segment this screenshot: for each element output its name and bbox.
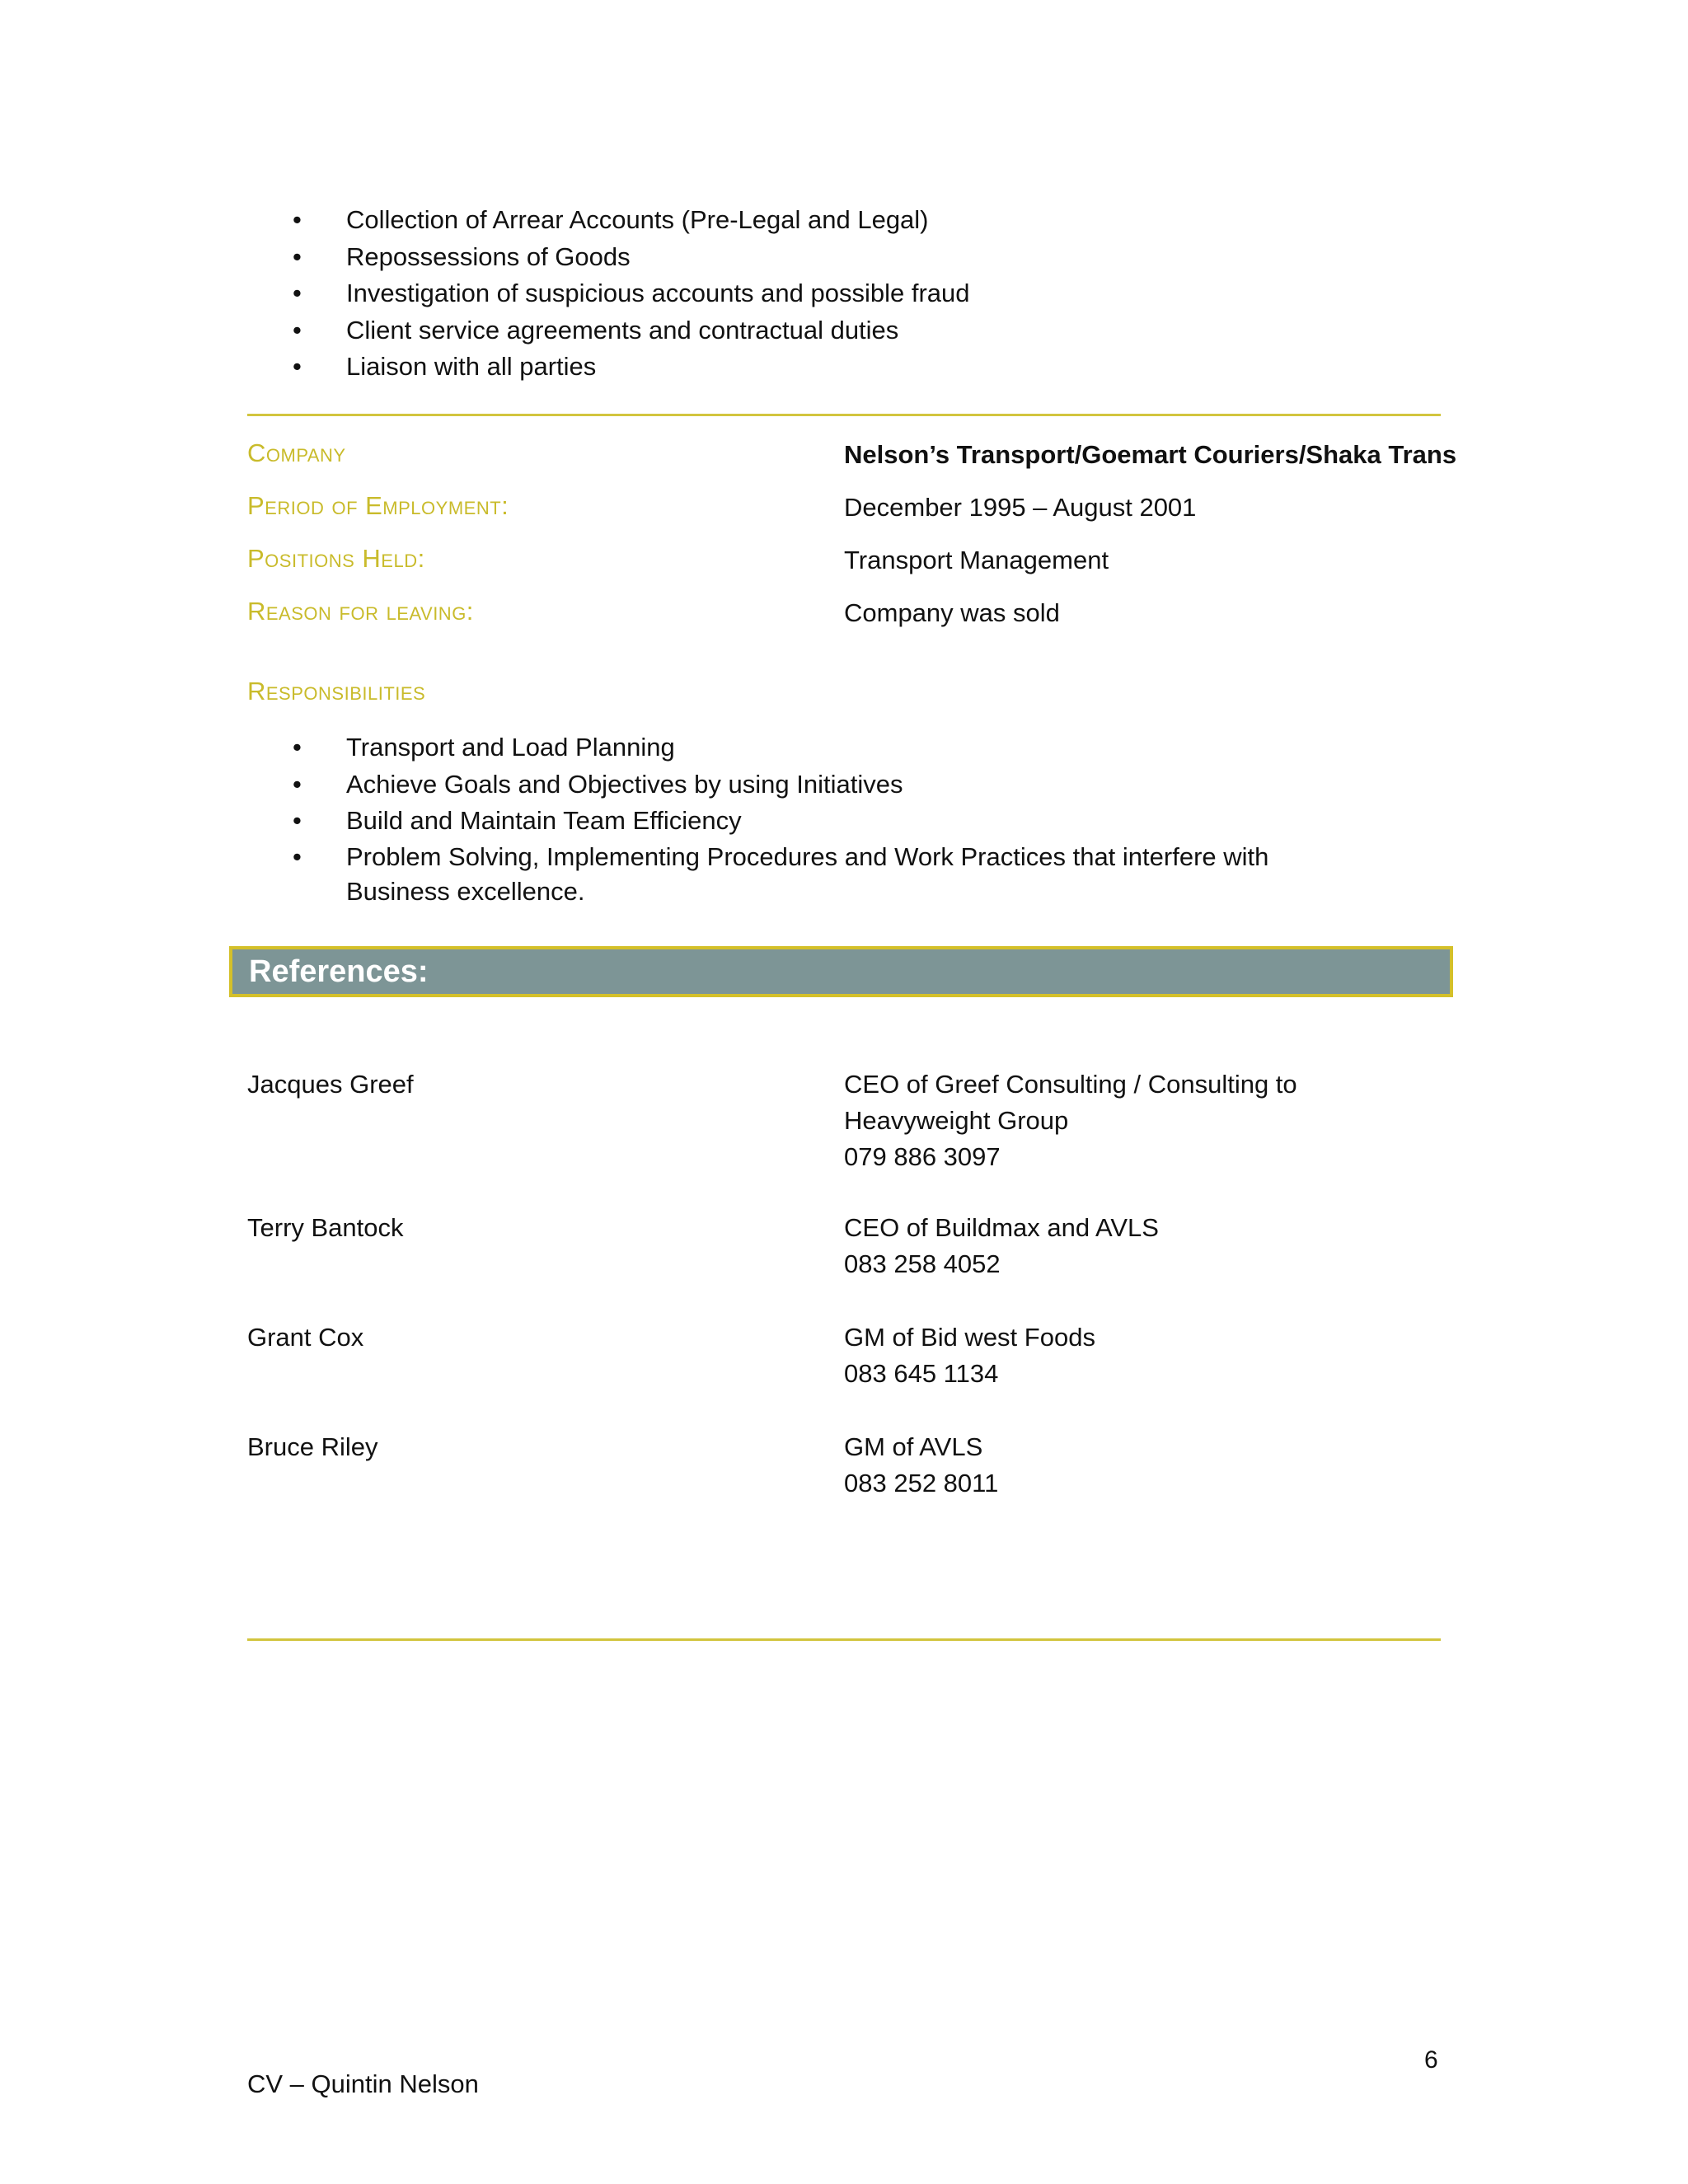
list-item: • Problem Solving, Implementing Procedures and Work Practices that interfere with Business excellence. <box>293 840 1360 909</box>
reference-detail <box>844 1210 1159 1282</box>
reference-phone: 083 252 8011 <box>844 1469 999 1497</box>
footer-text: CV – Quintin Nelson <box>247 2069 479 2098</box>
section-divider <box>247 1638 1441 1641</box>
company-label: Company <box>247 438 346 467</box>
page-number: 6 <box>1424 2046 1438 2074</box>
list-item: • Build and Maintain Team Efficiency <box>293 803 1447 840</box>
period-value: December 1995 – August 2001 <box>844 493 1197 522</box>
company-value: Nelson’s Transport/Goemart Couriers/Shaka Trans <box>844 440 1457 469</box>
reference-name: Bruce Riley <box>247 1432 378 1461</box>
list-item: • Achieve Goals and Objectives by using Initiatives <box>293 766 1447 804</box>
list-item: • Repossessions of Goods <box>293 239 1447 276</box>
reference-line: GM of AVLS <box>844 1432 983 1461</box>
reference-detail <box>844 1319 1095 1392</box>
list-item: • Liaison with all parties <box>293 349 1447 386</box>
list-item: • Transport and Load Planning <box>293 729 1447 766</box>
section-divider <box>247 414 1441 416</box>
reference-line: GM of Bid west Foods <box>844 1323 1095 1352</box>
reference-name: Terry Bantock <box>247 1213 404 1242</box>
reference-line: CEO of Greef Consulting / Consulting to <box>844 1070 1297 1099</box>
responsibilities-label: Responsibilities <box>247 677 426 705</box>
list-item: • Investigation of suspicious accounts and possible fraud <box>293 275 1447 312</box>
reference-name: Jacques Greef <box>247 1070 414 1099</box>
references-header <box>229 946 1453 997</box>
reference-phone: 083 258 4052 <box>844 1249 1001 1278</box>
reason-label: Reason for leaving: <box>247 597 474 626</box>
reason-value: Company was sold <box>844 598 1060 627</box>
positions-label: Positions Held: <box>247 544 425 573</box>
positions-value: Transport Management <box>844 546 1109 574</box>
references-title: References: <box>249 954 429 989</box>
reference-line: Heavyweight Group <box>844 1106 1069 1135</box>
responsibilities-list <box>293 729 1447 909</box>
reference-phone: 079 886 3097 <box>844 1142 1001 1171</box>
duties-list <box>293 202 1447 386</box>
reference-name: Grant Cox <box>247 1323 364 1352</box>
period-label: Period of Employment: <box>247 491 509 520</box>
list-item: • Client service agreements and contractual duties <box>293 312 1447 349</box>
reference-line: CEO of Buildmax and AVLS <box>844 1213 1159 1242</box>
list-item: • Collection of Arrear Accounts (Pre-Legal and Legal) <box>293 202 1447 239</box>
reference-phone: 083 645 1134 <box>844 1359 999 1388</box>
reference-detail <box>844 1066 1297 1175</box>
reference-detail <box>844 1429 998 1502</box>
